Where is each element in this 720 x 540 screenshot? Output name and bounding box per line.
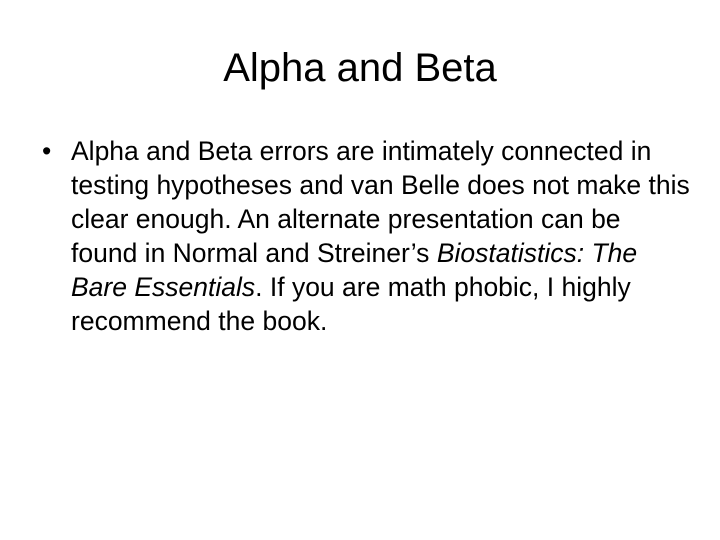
bullet-text-part-2: . If you are math phobic, I highly recommend the book. [71, 272, 631, 336]
slide-title: Alpha and Beta [223, 46, 497, 90]
bullet-item [42, 134, 692, 338]
bullet-list [42, 134, 692, 338]
bullet-text-part-1: Alpha and Beta errors are intimately connected in testing hypotheses and van Belle does not make this clear enough. An alternate presentation can be found in Normal and Streiner’s [71, 136, 690, 268]
bullet-dot-icon: • [42, 136, 52, 166]
book-title: Biostatistics: The Bare Essentials [71, 238, 638, 302]
